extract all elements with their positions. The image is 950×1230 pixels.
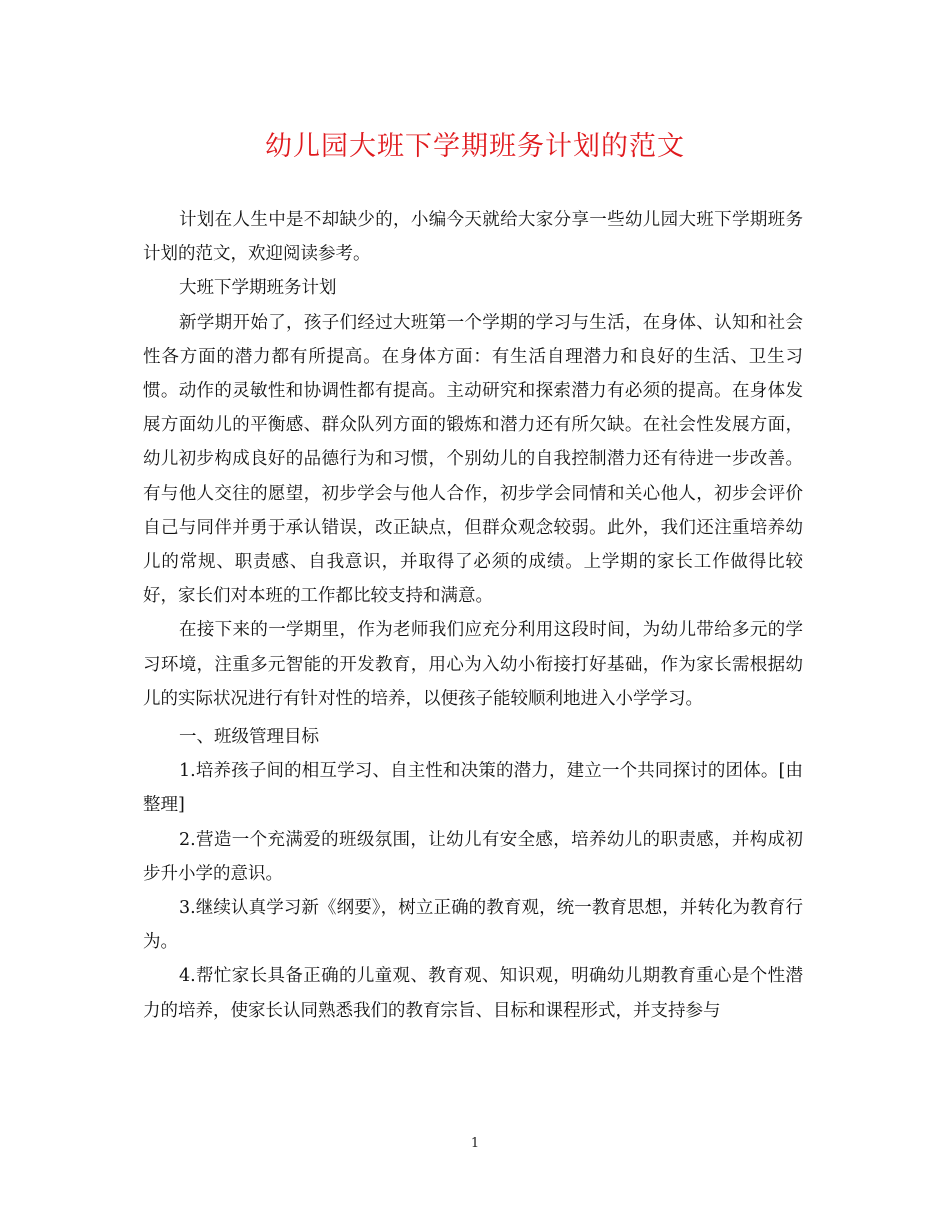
paragraph: 在接下来的一学期里，作为老师我们应充分利用这段时间，为幼儿带给多元的学习环境，注重多元智能的开发教育，用心为入幼小衔接打好基础，作为家长需根据幼儿的实际状况进行有针对性的培养，以便孩子能较顺利地进入小学学习。 bbox=[143, 620, 803, 709]
section-heading: 一、班级管理目标 bbox=[179, 727, 319, 748]
list-item: 4.帮忙家长具备正确的儿童观、教育观、知识观，明确幼儿期教育重心是个性潜力的培养，使家长认同熟悉我们的教育宗旨、目标和课程形式，并支持参与 bbox=[143, 966, 803, 1021]
paragraph-intro: 计划在人生中是不却缺少的，小编今天就给大家分享一些幼儿园大班下学期班务计划的范文，欢迎阅读参考。 bbox=[143, 210, 803, 265]
list-item: 2.营造一个充满爱的班级氛围，让幼儿有安全感，培养幼儿的职责感，并构成初步升小学的意识。 bbox=[143, 829, 803, 884]
paragraph: 新学期开始了，孩子们经过大班第一个学期的学习与生活，在身体、认知和社会性各方面的潜力都有所提高。在身体方面：有生活自理潜力和良好的生活、卫生习惯。动作的灵敏性和协调性都有提高。主动研究和探索潜力有必须的提高。在身体发展方面幼儿的平衡感、群众队列方面的锻炼和潜力还有所欠缺。在社会性发展方面，幼儿初步构成良好的品德行为和习惯，个别幼儿的自我控制潜力还有待进一步改善。有与他人交往的愿望，初步学会与他人合作，初步学会同情和关心他人，初步会评价自己与同伴并勇于承认错误，改正缺点，但群众观念较弱。此外，我们还注重培养幼儿的常规、职责感、自我意识，并取得了必须的成绩。上学期的家长工作做得比较好，家长们对本班的工作都比较支持和满意。 bbox=[143, 312, 803, 607]
list-item: 1.培养孩子间的相互学习、自主性和决策的潜力，建立一个共同探讨的团体。[由整理] bbox=[143, 761, 803, 816]
document-title: 幼儿园大班下学期班务计划的范文 bbox=[265, 131, 685, 162]
document-body bbox=[143, 203, 803, 1028]
list-item: 3.继续认真学习新《纲要》，树立正确的教育观，统一教育思想，并转化为教育行为。 bbox=[143, 898, 803, 953]
section-heading: 大班下学期班务计划 bbox=[179, 278, 337, 299]
page-number: 1 bbox=[470, 1136, 480, 1151]
